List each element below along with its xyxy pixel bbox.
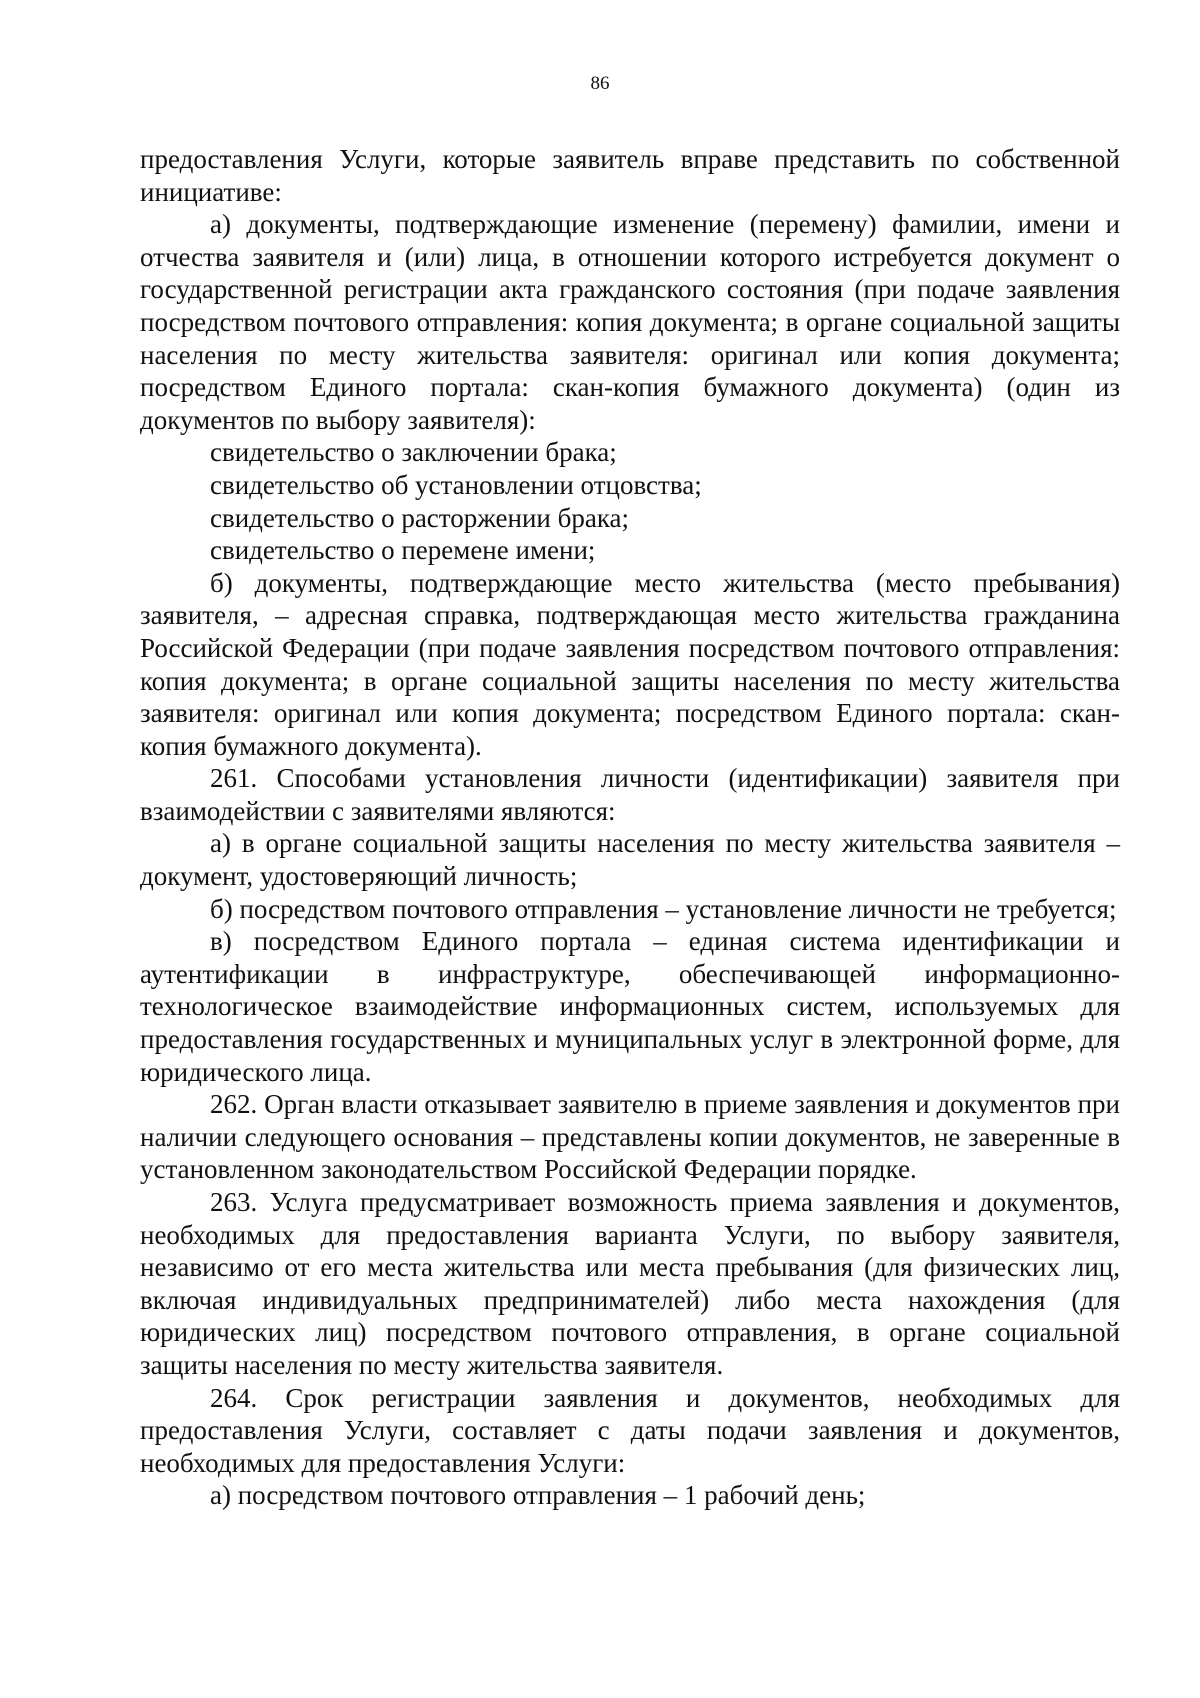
paragraph-continuation: предоставления Услуги, которые заявитель вправе представить по собственной инициативе: (140, 144, 1120, 207)
paragraph-264: 264. Срок регистрации заявления и документов, необходимых для предоставления Услуги, составляет с даты подачи заявления и документов, необходимых для предоставления Услуги: (140, 1382, 1120, 1478)
list-item-paternity-certificate: свидетельство об установлении отцовства; (210, 469, 702, 500)
paragraph-263: 263. Услуга предусматривает возможность приема заявления и документов, необходимых для предоставления варианта Услуги, по выбору заявителя, независимо от его места жительства или места пребывания (для физических лиц, включая индивидуальных предпринимателей) либо места нахождения (для юридических лиц) посредством почтового отправления, в органе социальной защиты населения по месту жительства заявителя. (140, 1187, 1120, 1380)
paragraph-261-item-c: в) посредством Единого портала – единая система идентификации и аутентификации в инфраструктуре, обеспечивающей информационно-технологическое взаимодействие информационных систем, используемых для предоставления государственных и муниципальных услуг в электронной форме, для юридического лица. (140, 926, 1120, 1087)
page-number: 86 (590, 73, 610, 94)
paragraph-item-a-name-change-docs: а) документы, подтверждающие изменение (перемену) фамилии, имени и отчества заявителя и (или) лица, в отношении которого истребуется документ о государственной регистрации акта гражданского состояния (при подаче заявления посредством почтового отправления: копия документа; в органе социальной защиты населения по месту жительства заявителя: оригинал или копия документа; посредством Единого портала: скан-копия бумажного документа) (один из документов по выбору заявителя): (140, 209, 1120, 435)
paragraph-261: 261. Способами установления личности (идентификации) заявителя при взаимодействии с заявителями являются: (140, 763, 1120, 826)
list-item-name-change-certificate: свидетельство о перемене имени; (210, 535, 596, 566)
paragraph-264-item-a: а) посредством почтового отправления – 1 рабочий день; (210, 1480, 866, 1511)
paragraph-261-item-a: а) в органе социальной защиты населения по месту жительства заявителя – документ, удостоверяющий личность; (140, 828, 1120, 892)
list-item-divorce-certificate: свидетельство о расторжении брака; (210, 502, 630, 533)
document-body (140, 143, 1120, 1512)
paragraph-262: 262. Орган власти отказывает заявителю в приеме заявления и документов при наличии следующего основания – представлены копии документов, не заверенные в установленном законодательством Российской Федерации порядке. (140, 1089, 1120, 1185)
list-item-marriage-certificate: свидетельство о заключении брака; (210, 437, 617, 468)
paragraph-261-item-b: б) посредством почтового отправления – установление личности не требуется; (210, 893, 1117, 924)
paragraph-item-b-residence-docs: б) документы, подтверждающие место жительства (место пребывания) заявителя, – адресная справка, подтверждающая место жительства гражданина Российской Федерации (при подаче заявления посредством почтового отправления: копия документа; в органе социальной защиты населения по месту жительства заявителя: оригинал или копия документа; посредством Единого портала: скан-копия бумажного документа). (140, 567, 1120, 761)
